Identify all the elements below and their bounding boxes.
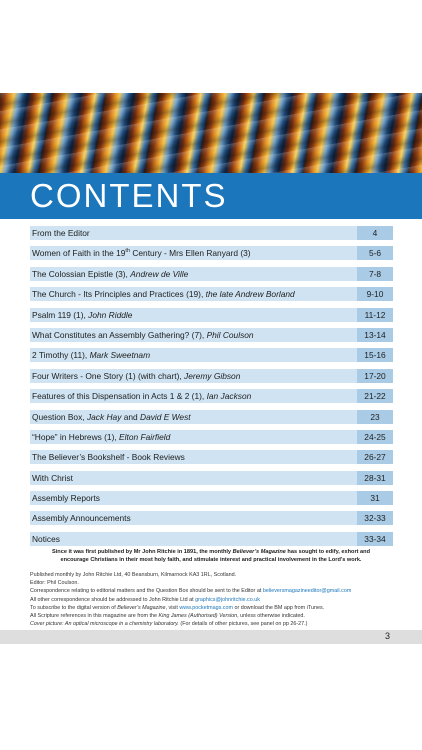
toc-author: Phil Coulson: [206, 329, 254, 340]
toc-row-bookshelf[interactable]: [30, 450, 393, 464]
toc-row-psalm[interactable]: [30, 308, 393, 322]
toc-page: 32-33: [357, 511, 393, 525]
toc-title: The Colossian Epistle (3), Andrew de Ville: [32, 268, 189, 279]
toc-page: 7-8: [357, 267, 393, 281]
toc-page: 17-20: [357, 369, 393, 383]
toc-title: The Believer’s Bookshelf - Book Reviews: [32, 452, 185, 463]
toc-page: 11-12: [357, 308, 393, 322]
toc-title: The Church - Its Principles and Practices (19), the late Andrew Borland: [32, 289, 295, 300]
page-number: 3: [384, 631, 390, 641]
cover-image: [0, 93, 422, 173]
toc-row-assembly-announcements[interactable]: [30, 511, 393, 525]
toc-author: Andrew de Ville: [130, 268, 189, 279]
magazine-intro: Since it was first published by Mr John Ritchie in 1891, the monthly Believer’s Magazine has sought to edify, exhort and encourage Christians in their most holy faith, and stimulate interest and practical involvement in the Lord’s work.: [52, 549, 370, 564]
toc-title: Psalm 119 (1), John Riddle: [32, 309, 133, 320]
toc-page: 9-10: [357, 287, 393, 301]
imprint-editor: Editor: Phil Coulson.: [30, 580, 79, 587]
toc-title: What Constitutes an Assembly Gathering? (7), Phil Coulson: [32, 329, 254, 340]
imprint-scripture: All Scripture references in this magazine are from the King James (Authorised) Version, unless otherwise indicated.: [30, 613, 305, 620]
page-footer: [0, 630, 422, 644]
contents-header: [0, 173, 422, 219]
toc-page: 4: [357, 226, 393, 240]
toc-author: the late Andrew Borland: [205, 289, 295, 300]
imprint-other-correspondence: All other correspondence should be addressed to John Ritchie Ltd at graphics@johnritchie.co.uk: [30, 596, 260, 603]
toc-row-with-christ[interactable]: [30, 471, 393, 485]
toc-row-assembly-gathering[interactable]: [30, 328, 393, 342]
toc-row-assembly-reports[interactable]: [30, 491, 393, 505]
toc-page: 5-6: [357, 246, 393, 260]
toc-row-church[interactable]: [30, 287, 393, 301]
toc-row-colossian[interactable]: [30, 267, 393, 281]
toc-page: 15-16: [357, 348, 393, 362]
toc-row-question-box[interactable]: [30, 410, 393, 424]
toc-title: Women of Faith in the 19th Century - Mrs Ellen Ranyard (3): [32, 248, 251, 259]
toc-page: 26-27: [357, 450, 393, 464]
toc-page: 31: [357, 491, 393, 505]
toc-author: David E West: [140, 411, 191, 422]
toc-author: John Riddle: [88, 309, 133, 320]
toc-author: Ian Jackson: [206, 391, 252, 402]
toc-row-four-writers[interactable]: [30, 369, 393, 383]
toc-author: Elton Fairfield: [119, 431, 171, 442]
toc-page: 23: [357, 410, 393, 424]
toc-title: Assembly Announcements: [32, 513, 131, 524]
toc-title: “Hope” in Hebrews (1), Elton Fairfield: [32, 431, 171, 442]
toc-row-notices[interactable]: [30, 532, 393, 546]
graphics-email-link[interactable]: graphics@johnritchie.co.uk: [195, 596, 260, 603]
toc-page: 33-34: [357, 532, 393, 546]
toc-row-hope-hebrews[interactable]: [30, 430, 393, 444]
toc-title: Four Writers - One Story (1) (with chart), Jeremy Gibson: [32, 370, 241, 381]
toc-row-timothy[interactable]: [30, 348, 393, 362]
toc-title: Assembly Reports: [32, 493, 100, 504]
toc-row-editor[interactable]: [30, 226, 393, 240]
imprint-subscribe: To subscribe to the digital version of Believer’s Magazine, visit www.pocketmags.com or download the BM app from iTunes.: [30, 604, 325, 611]
toc-page: 28-31: [357, 471, 393, 485]
pocketmags-link[interactable]: www.pocketmags.com: [179, 604, 233, 611]
imprint-cover-picture: Cover picture: An optical microscope in a chemistry laboratory. (For details of other pictures, see panel on pp 26-27.): [30, 621, 308, 628]
toc-title: 2 Timothy (11), Mark Sweetnam: [32, 350, 151, 361]
toc-author: Jack Hay: [86, 411, 122, 422]
toc-page: 13-14: [357, 328, 393, 342]
imprint: [30, 571, 395, 628]
editor-email-link[interactable]: believersmagazineeditor@gmail.com: [262, 588, 352, 595]
table-of-contents: [30, 226, 393, 552]
toc-page: 21-22: [357, 389, 393, 403]
page-title: CONTENTS: [30, 177, 228, 214]
toc-title: With Christ: [32, 472, 73, 483]
toc-title: Notices: [32, 533, 60, 544]
toc-title: From the Editor: [32, 228, 90, 238]
imprint-published: Published monthly by John Ritchie Ltd, 40 Beansburn, Kilmarnock KA3 1RL, Scotland.: [30, 572, 237, 578]
toc-page: 24-25: [357, 430, 393, 444]
toc-row-dispensation[interactable]: [30, 389, 393, 403]
toc-title: Question Box, Jack Hay and David E West: [32, 411, 191, 422]
toc-author: Mark Sweetnam: [89, 350, 151, 361]
toc-title: Features of this Dispensation in Acts 1 & 2 (1), Ian Jackson: [32, 391, 252, 402]
toc-author: Jeremy Gibson: [184, 370, 241, 381]
imprint-correspondence: Correspondence relating to editorial matters and the Question Box should be sent to the Editor at believersmagazineeditor@gmail.com: [30, 588, 352, 595]
toc-row-women-of-faith[interactable]: [30, 246, 393, 260]
